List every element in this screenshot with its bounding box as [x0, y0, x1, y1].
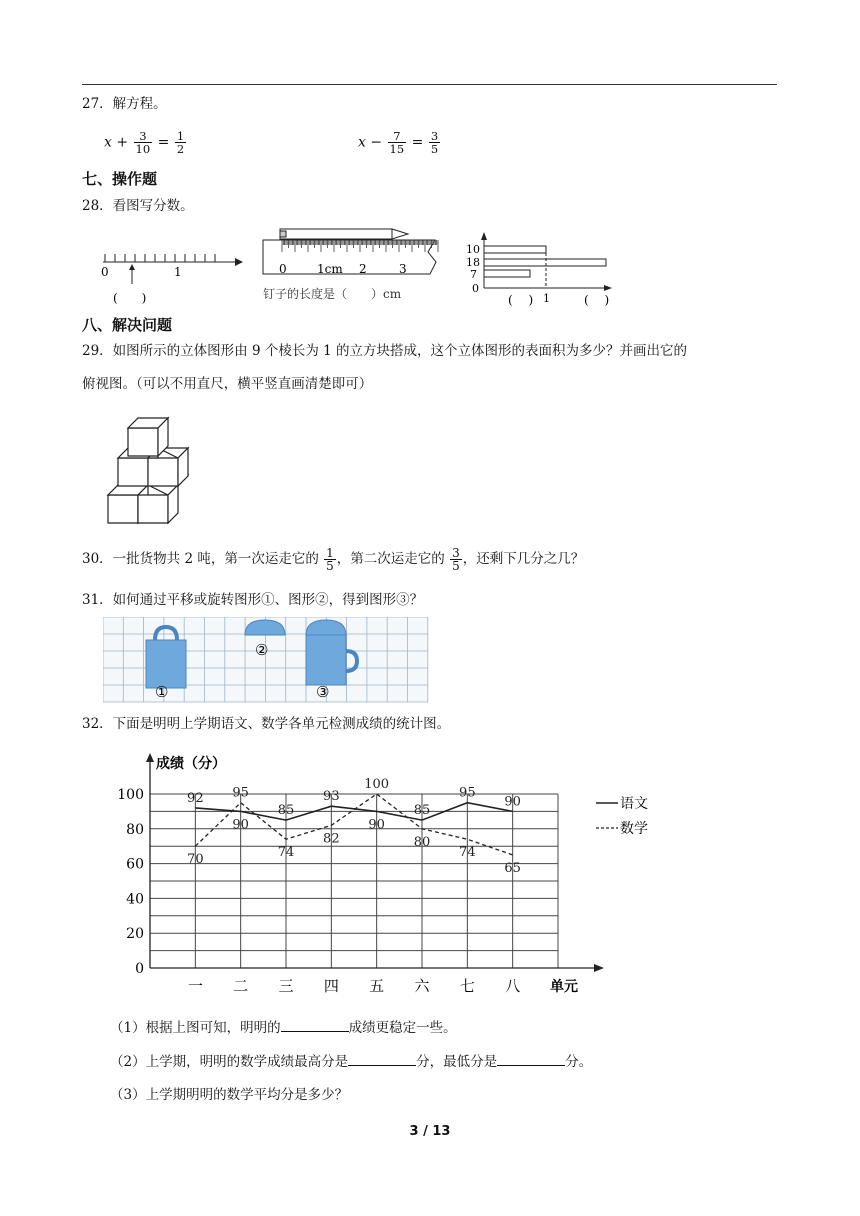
ruler-tick-2: 2: [359, 262, 367, 276]
q32-sub3: （3）上学期明明的数学平均分是多少？: [110, 1087, 349, 1103]
cube-stack-figure: [104, 410, 204, 528]
answer-blank-3[interactable]: [497, 1051, 565, 1066]
bar-label-0: 0: [472, 282, 479, 295]
chart-data-label: 74: [459, 845, 476, 861]
chart-xtick-label: 八: [505, 977, 521, 995]
chart-ytick-label: 80: [126, 821, 144, 838]
chart-data-label: 90: [232, 817, 249, 833]
chart-data-label: 80: [413, 834, 431, 850]
chart-data-label: 90: [368, 817, 385, 833]
shape-1-label: ①: [155, 683, 169, 701]
legend-label-math: 数学: [620, 821, 648, 837]
chart-xtick-label: 六: [414, 977, 430, 995]
chart-data-label: 95: [459, 785, 476, 801]
chart-xtick-label: 七: [459, 977, 475, 995]
shape-3-label: ③: [316, 683, 330, 701]
chart-xlabel: 单元: [550, 979, 578, 995]
q29-line-2: 俯视图。（可以不用直尺，横平竖直画清楚即可）: [82, 376, 373, 392]
chart-data-label: 85: [277, 803, 295, 819]
bar-fraction-figure: [466, 228, 636, 312]
q32-sub1: （1）根据上图可知，明明的 成绩更稳定一些。: [110, 1017, 457, 1038]
chart-data-label: 100: [364, 777, 390, 792]
bar-label-10: 10: [466, 243, 480, 256]
chart-data-label: 93: [323, 789, 340, 805]
chart-ytick-label: 0: [135, 961, 144, 977]
chart-ytick-label: 100: [117, 787, 144, 803]
section-7-heading: 七、操作题: [82, 170, 158, 188]
q31-label: 31．如何通过平移或旋转图形①、图形②，得到图形③？: [82, 592, 424, 608]
page-number: 3 / 13: [409, 1124, 451, 1139]
numberline-answer: ( ): [113, 291, 147, 305]
section-8-heading: 八、解决问题: [82, 316, 173, 334]
bar-answer-1: ( ): [508, 293, 534, 307]
bar-label-18: 18: [466, 256, 480, 269]
q28-label: 28．看图写分数。: [82, 198, 194, 214]
ruler-tick-1: 1cm: [317, 262, 343, 276]
chart-xtick-label: 二: [233, 977, 249, 995]
translation-grid-figure: [103, 617, 429, 703]
chart-ytick-label: 40: [126, 891, 144, 908]
chart-ytick-label: 60: [126, 856, 144, 873]
chart-ytick-label: 20: [126, 926, 144, 943]
q29-line-1: 29．如图所示的立体图形由 9 个棱长为 1 的立方块搭成，这个立体图形的表面积为多少？并画出它的: [82, 343, 688, 359]
q27-label: 27．解方程。: [82, 96, 167, 112]
answer-blank-1[interactable]: [281, 1017, 349, 1032]
chart-ylabel: 成绩（分）: [156, 756, 226, 772]
ruler-tick-0: 0: [279, 262, 287, 276]
ruler-nail-figure: [260, 222, 450, 310]
chart-xtick-label: 一: [187, 977, 203, 995]
q32-sub2: （2）上学期，明明的数学成绩最高分是 分，最低分是 分。: [110, 1051, 592, 1072]
score-line-chart: [110, 748, 710, 998]
chart-xtick-label: 三: [278, 977, 294, 995]
chart-x-arrow: [594, 964, 604, 972]
answer-blank-2[interactable]: [348, 1051, 416, 1066]
numberline-one: 1: [174, 265, 182, 279]
chart-xtick-label: 四: [323, 977, 339, 995]
chart-data-label: 85: [413, 803, 431, 819]
chart-data-label: 70: [187, 852, 204, 868]
chart-data-label: 74: [277, 845, 295, 861]
q27-equation-1: x + $\frac{3}{10}$ = $\frac{1}{2}$: [104, 129, 185, 156]
chart-data-label: 90: [504, 794, 521, 810]
chart-data-label: 65: [504, 860, 521, 876]
bar-label-1: 1: [543, 292, 550, 305]
q27-equation-2: x − $\frac{7}{15}$ = $\frac{3}{5}$: [358, 129, 439, 156]
chart-data-label: 82: [323, 831, 340, 847]
chart-y-arrow: [146, 753, 154, 762]
number-line-figure: [95, 240, 255, 310]
ruler-tick-3: 3: [399, 262, 407, 276]
bar-label-7: 7: [470, 268, 477, 281]
legend-label-chinese: 语文: [620, 796, 648, 812]
numberline-zero: 0: [101, 265, 109, 279]
bar-answer-2: ( ): [584, 293, 610, 307]
q30-text: 30．一批货物共 2 吨，第一次运走它的 $\frac{1}{5}$ ，第二次运走它的 $\frac{3}{5}$ ，还剩下几分之几？: [82, 546, 585, 573]
chart-xtick-label: 五: [369, 977, 385, 995]
ruler-caption: 钉子的长度是（ ）cm: [263, 287, 402, 301]
header-rule: [82, 84, 777, 85]
q32-label: 32．下面是明明上学期语文、数学各单元检测成绩的统计图。: [82, 716, 451, 732]
chart-data-label: 92: [187, 790, 204, 806]
shape-2-label: ②: [255, 641, 269, 659]
chart-data-label: 95: [232, 785, 249, 801]
